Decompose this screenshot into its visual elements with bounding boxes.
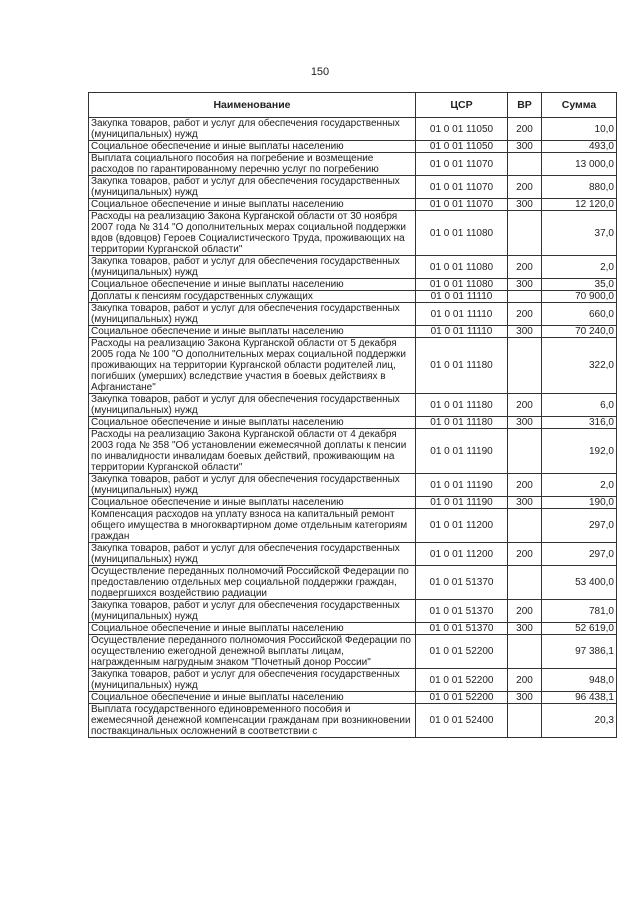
table-row [89,474,617,497]
row-csr-cell: 01 0 01 11190 [416,497,508,509]
table-row [89,176,617,199]
row-vr-cell: 300 [508,199,542,211]
table-row [89,669,617,692]
row-name-cell: Закупка товаров, работ и услуг для обеспечения государственных (муниципальных) нужд [89,118,416,141]
row-sum-cell: 297,0 [542,509,617,543]
table-row [89,141,617,153]
row-name-cell: Социальное обеспечение и иные выплаты населению [89,497,416,509]
row-vr-cell [508,635,542,669]
table-row [89,704,617,738]
row-vr-cell: 200 [508,256,542,279]
row-name-cell: Расходы на реализацию Закона Курганской области от 5 декабря 2005 года № 100 "О дополнительных мерах социальной поддержки проживающих на территории Курганской области родителей лиц, погибших (умерших) вследствие участия в боевых действиях в Афганистане" [89,338,416,394]
row-vr-cell: 300 [508,326,542,338]
row-name-cell: Выплата государственного единовременного пособия и ежемесячной денежной компенсации гражданам при возникновении поствакцинальных осложнений в соответствии с [89,704,416,738]
row-name-cell: Социальное обеспечение и иные выплаты населению [89,279,416,291]
row-vr-cell: 200 [508,543,542,566]
row-sum-cell: 2,0 [542,256,617,279]
row-name-cell: Доплаты к пенсиям государственных служащих [89,291,416,303]
row-vr-cell: 200 [508,600,542,623]
row-name-cell: Социальное обеспечение и иные выплаты населению [89,417,416,429]
row-vr-cell: 300 [508,692,542,704]
row-vr-cell [508,509,542,543]
row-name-cell: Закупка товаров, работ и услуг для обеспечения государственных (муниципальных) нужд [89,394,416,417]
row-sum-cell: 70 240,0 [542,326,617,338]
column-header-csr: ЦСР [416,93,508,118]
row-vr-cell [508,211,542,256]
row-csr-cell: 01 0 01 11180 [416,417,508,429]
row-csr-cell: 01 0 01 11080 [416,211,508,256]
row-sum-cell: 10,0 [542,118,617,141]
row-csr-cell: 01 0 01 52200 [416,669,508,692]
table-row [89,394,617,417]
column-header-vr: ВР [508,93,542,118]
row-vr-cell: 200 [508,118,542,141]
table-row [89,692,617,704]
row-csr-cell: 01 0 01 11070 [416,199,508,211]
row-name-cell: Закупка товаров, работ и услуг для обеспечения государственных (муниципальных) нужд [89,303,416,326]
row-csr-cell: 01 0 01 11200 [416,543,508,566]
row-csr-cell: 01 0 01 11070 [416,153,508,176]
row-sum-cell: 322,0 [542,338,617,394]
row-csr-cell: 01 0 01 11180 [416,338,508,394]
row-csr-cell: 01 0 01 11110 [416,303,508,326]
row-csr-cell: 01 0 01 52200 [416,635,508,669]
row-name-cell: Осуществление переданного полномочия Российской Федерации по осуществлению ежегодной денежной выплаты лицам, награжденным нагрудным знаком "Почетный донор России" [89,635,416,669]
row-sum-cell: 297,0 [542,543,617,566]
row-sum-cell: 192,0 [542,429,617,474]
row-sum-cell: 493,0 [542,141,617,153]
row-vr-cell: 200 [508,474,542,497]
row-sum-cell: 781,0 [542,600,617,623]
row-name-cell: Выплата социального пособия на погребение и возмещение расходов по гарантированному перечню услуг по погребению [89,153,416,176]
row-sum-cell: 96 438,1 [542,692,617,704]
row-csr-cell: 01 0 01 51370 [416,600,508,623]
table-row [89,566,617,600]
row-sum-cell: 35,0 [542,279,617,291]
table-row [89,417,617,429]
row-sum-cell: 660,0 [542,303,617,326]
row-name-cell: Социальное обеспечение и иные выплаты населению [89,326,416,338]
row-vr-cell: 300 [508,623,542,635]
row-vr-cell: 200 [508,669,542,692]
row-csr-cell: 01 0 01 11080 [416,279,508,291]
row-name-cell: Социальное обеспечение и иные выплаты населению [89,199,416,211]
row-csr-cell: 01 0 01 52200 [416,692,508,704]
row-sum-cell: 37,0 [542,211,617,256]
row-sum-cell: 70 900,0 [542,291,617,303]
row-vr-cell [508,429,542,474]
row-csr-cell: 01 0 01 11200 [416,509,508,543]
row-csr-cell: 01 0 01 52400 [416,704,508,738]
row-sum-cell: 12 120,0 [542,199,617,211]
row-vr-cell: 300 [508,141,542,153]
row-csr-cell: 01 0 01 11190 [416,474,508,497]
row-sum-cell: 2,0 [542,474,617,497]
row-csr-cell: 01 0 01 11110 [416,291,508,303]
row-csr-cell: 01 0 01 51370 [416,623,508,635]
row-sum-cell: 97 386,1 [542,635,617,669]
table-row [89,509,617,543]
row-sum-cell: 316,0 [542,417,617,429]
row-sum-cell: 13 000,0 [542,153,617,176]
table-row [89,326,617,338]
table-row [89,279,617,291]
page-number: 150 [310,66,330,78]
table-row [89,543,617,566]
row-vr-cell [508,291,542,303]
row-name-cell: Расходы на реализацию Закона Курганской области от 4 декабря 2003 года № 358 "Об установлении ежемесячной доплаты к пенсии по инвалидности инвалидам боевых действий, проживающим на территории Курганской области" [89,429,416,474]
row-sum-cell: 53 400,0 [542,566,617,600]
row-name-cell: Закупка товаров, работ и услуг для обеспечения государственных (муниципальных) нужд [89,176,416,199]
table-row [89,291,617,303]
budget-table [88,92,617,738]
row-sum-cell: 880,0 [542,176,617,199]
table-row [89,338,617,394]
table-row [89,256,617,279]
row-name-cell: Закупка товаров, работ и услуг для обеспечения государственных (муниципальных) нужд [89,256,416,279]
table-row [89,211,617,256]
row-sum-cell: 190,0 [542,497,617,509]
row-vr-cell [508,338,542,394]
table-row [89,600,617,623]
table-row [89,429,617,474]
row-vr-cell [508,704,542,738]
table-row [89,118,617,141]
row-name-cell: Закупка товаров, работ и услуг для обеспечения государственных (муниципальных) нужд [89,669,416,692]
table-row [89,623,617,635]
column-header-name: Наименование [89,93,416,118]
row-csr-cell: 01 0 01 11050 [416,141,508,153]
table-row [89,153,617,176]
table-row [89,199,617,211]
row-name-cell: Закупка товаров, работ и услуг для обеспечения государственных (муниципальных) нужд [89,543,416,566]
row-vr-cell: 200 [508,303,542,326]
row-vr-cell: 300 [508,417,542,429]
table-header-row [89,93,617,118]
row-sum-cell: 52 619,0 [542,623,617,635]
row-name-cell: Закупка товаров, работ и услуг для обеспечения государственных (муниципальных) нужд [89,474,416,497]
row-csr-cell: 01 0 01 11190 [416,429,508,474]
row-sum-cell: 6,0 [542,394,617,417]
row-vr-cell: 200 [508,176,542,199]
row-name-cell: Расходы на реализацию Закона Курганской области от 30 ноября 2007 года № 314 "О дополнительных мерах социальной поддержки вдов (вдовцов) Героев Социалистического Труда, проживающих на территории Курганской области" [89,211,416,256]
row-vr-cell [508,566,542,600]
row-csr-cell: 01 0 01 11050 [416,118,508,141]
row-csr-cell: 01 0 01 11110 [416,326,508,338]
row-vr-cell: 200 [508,394,542,417]
table-row [89,303,617,326]
row-csr-cell: 01 0 01 51370 [416,566,508,600]
row-vr-cell: 300 [508,497,542,509]
row-name-cell: Закупка товаров, работ и услуг для обеспечения государственных (муниципальных) нужд [89,600,416,623]
row-name-cell: Осуществление переданных полномочий Российской Федерации по предоставлению отдельных мер социальной поддержки граждан, подвергшихся воздействию радиации [89,566,416,600]
row-name-cell: Социальное обеспечение и иные выплаты населению [89,692,416,704]
row-csr-cell: 01 0 01 11180 [416,394,508,417]
table-row [89,497,617,509]
row-sum-cell: 948,0 [542,669,617,692]
row-vr-cell [508,153,542,176]
column-header-sum: Сумма [542,93,617,118]
row-vr-cell: 300 [508,279,542,291]
table-row [89,635,617,669]
row-name-cell: Социальное обеспечение и иные выплаты населению [89,623,416,635]
row-csr-cell: 01 0 01 11070 [416,176,508,199]
row-name-cell: Компенсация расходов на уплату взноса на капитальный ремонт общего имущества в многоквартирном доме отдельным категориям граждан [89,509,416,543]
row-sum-cell: 20,3 [542,704,617,738]
row-name-cell: Социальное обеспечение и иные выплаты населению [89,141,416,153]
row-csr-cell: 01 0 01 11080 [416,256,508,279]
